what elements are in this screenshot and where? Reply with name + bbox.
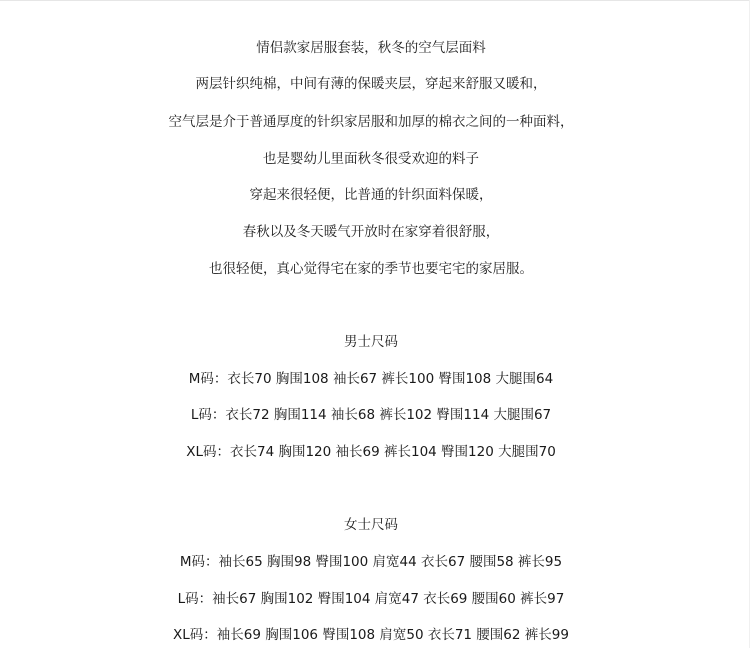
men-size-row: M码：衣长70 胸围108 袖长67 裤长100 臀围108 大腿围64: [188, 371, 554, 387]
intro-line: 也很轻便，真心觉得宅在家的季节也要宅宅的家居服。: [209, 261, 533, 277]
men-size-title: 男士尺码: [344, 334, 398, 350]
women-size-title: 女士尺码: [344, 517, 398, 533]
top-divider: [0, 0, 750, 1]
women-size-row: L码：袖长67 胸围102 臀围104 肩宽47 衣长69 腰围60 裤长97: [177, 591, 565, 607]
women-size-row: XL码：袖长69 胸围106 臀围108 肩宽50 衣长71 腰围62 裤长99: [173, 627, 569, 643]
men-size-row: XL码：衣长74 胸围120 袖长69 裤长104 臀围120 大腿围70: [186, 444, 556, 460]
women-size-row: M码：袖长65 胸围98 臀围100 肩宽44 衣长67 腰围58 裤长95: [179, 554, 563, 570]
intro-line: 两层针织纯棉，中间有薄的保暖夹层，穿起来舒服又暖和，: [195, 76, 547, 92]
men-size-row: L码：衣长72 胸围114 袖长68 裤长102 臀围114 大腿围67: [190, 407, 552, 423]
intro-line: 空气层是介于普通厚度的针织家居服和加厚的棉衣之间的一种面料，: [168, 114, 574, 130]
intro-line: 也是婴幼儿里面秋冬很受欢迎的料子: [263, 151, 479, 167]
intro-line: 春秋以及冬天暖气开放时在家穿着很舒服，: [242, 224, 500, 240]
intro-line: 情侣款家居服套装，秋冬的空气层面料: [256, 40, 486, 56]
intro-line: 穿起来很轻便，比普通的针织面料保暖，: [249, 187, 493, 203]
